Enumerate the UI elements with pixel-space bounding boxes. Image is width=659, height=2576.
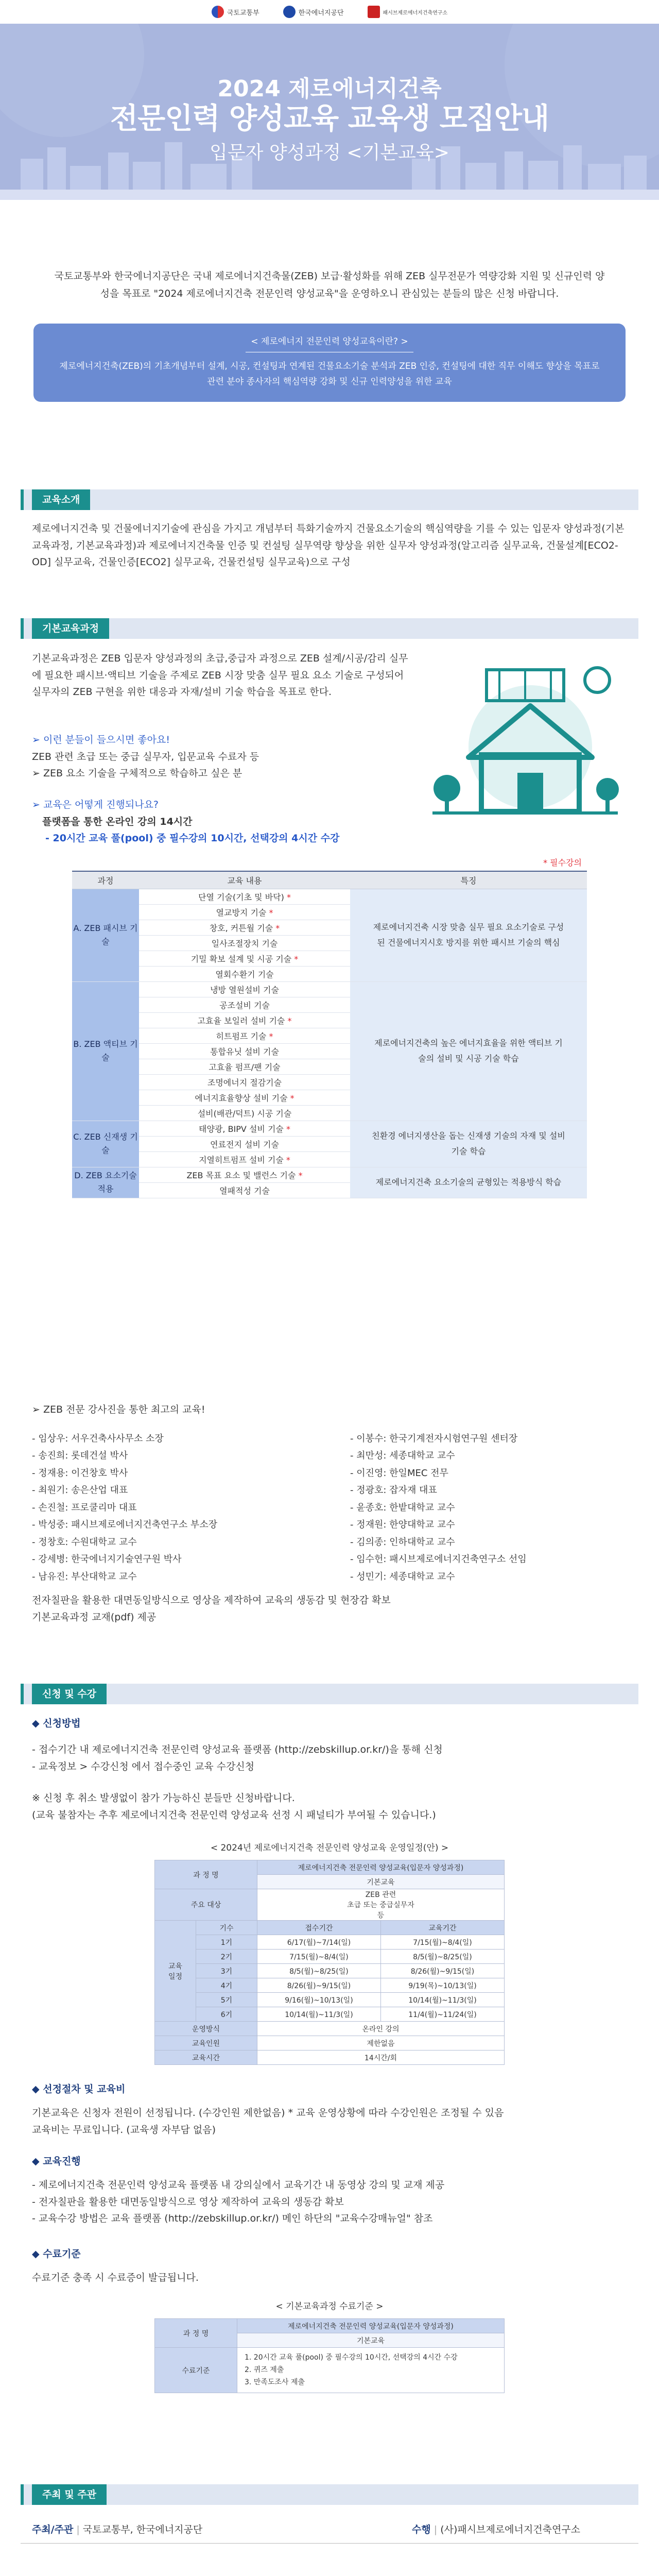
course-group: A. ZEB 패시브 기술 (72, 889, 139, 981)
how-2: - 20시간 교육 풀(pool) 중 필수강의 10시간, 선택강의 4시간 수강 (45, 833, 340, 844)
taegeuk-icon (212, 6, 224, 18)
logo-bar (0, 0, 659, 24)
course-label: 과 정 명 (155, 1860, 257, 1889)
course-item: 지열히트펌프 설비 기술 * (139, 1151, 350, 1167)
course-table (72, 871, 587, 1198)
instructors-title: ➢ ZEB 전문 강사진을 통한 최고의 교육! (32, 1404, 205, 1415)
schedule-row (155, 1935, 505, 1950)
course-item: 열교방지 기술 * (139, 904, 350, 920)
completion-table (154, 2318, 505, 2393)
instructor-item: - 이진영: 한일MEC 전무 (350, 1467, 448, 1479)
logo-text: 한국에너지공단 (298, 9, 344, 17)
method-heading: ◆ 신청방법 (32, 1716, 81, 1730)
course-item: 기밀 확보 설계 및 시공 기술 * (139, 951, 350, 966)
instructor-item: - 이봉수: 한국기계전자시험연구원 센터장 (350, 1433, 518, 1444)
how-question: ➢ 교육은 어떻게 진행되나요? (32, 799, 159, 810)
schedule-cell: 1기 (196, 1935, 257, 1950)
exec-value: (사)패시브제로에너지건축연구소 (440, 2524, 581, 2535)
required-star: * (286, 1124, 290, 1134)
method-list (32, 1741, 627, 1775)
required-star: * (286, 1155, 290, 1165)
th-content: 교육 내용 (139, 871, 350, 889)
instructor-item: - 최원기: 송은산업 대표 (32, 1485, 128, 1496)
course-row (72, 889, 587, 904)
course-value2: 기본교육 (257, 1875, 504, 1889)
schedule-row (155, 1921, 505, 1935)
schedule-label: 운영방식 (155, 2022, 257, 2036)
course-item: 공조설비 기술 (139, 997, 350, 1012)
course-item: 히트펌프 기술 * (139, 1028, 350, 1043)
logo-text: 국토교통부 (227, 9, 259, 17)
th-course: 과정 (72, 871, 139, 889)
course-item: 고효율 보일러 설비 기술 * (139, 1012, 350, 1028)
course-item: 일사조절장치 기술 (139, 935, 350, 951)
schedule-cell: 8/5(월)~8/25(일) (380, 1950, 504, 1964)
method-1[interactable]: - 접수기간 내 제로에너지건축 전문인력 양성교육 플랫폼 (http://zebskillup.or.kr/)을 통해 신청 (32, 1744, 443, 1755)
period-label: 교육 일정 (155, 1921, 196, 2022)
schedule-cell: 8/5(월)~8/25(일) (257, 1964, 380, 1978)
schedule-table (154, 1860, 505, 2065)
schedule-cell: 6/17(월)~7/14(일) (257, 1935, 380, 1950)
selection-body: 기본교육은 신청자 전원이 선정됩니다. (수강인원 제한없음) * 교육 운영상황에 따라 수강인원은 조정될 수 있음 교육비는 무료입니다. (교육생 자부담 없음) (32, 2107, 504, 2136)
course-item: 열패적성 기술 (139, 1182, 350, 1198)
schedule-cell: 6기 (196, 2007, 257, 2022)
course-value: 제로에너지건축 전문인력 양성교육(입문자 양성과정) (257, 1860, 504, 1875)
instructor-item: - 김의종: 인하대학교 교수 (350, 1536, 455, 1548)
schedule-cell: 10/14(월)~11/3(일) (380, 1993, 504, 2007)
instructor-item: - 임수헌: 패시브제로에너지건축연구소 선임 (350, 1554, 527, 1565)
instructor-item: - 손진철: 프로쿨리마 대표 (32, 1502, 137, 1513)
logo-text: 패시브제로에너지건축연구소 (383, 10, 448, 16)
ct-course-value: 제로에너지건축 전문인력 양성교육(입문자 양성과정) (237, 2319, 505, 2333)
course-feature: 친환경 에너지생산을 돕는 신재생 기술의 자재 및 설비 기술 학습 (350, 1121, 587, 1167)
instructor-item: - 정창호: 수원대학교 교수 (32, 1536, 137, 1548)
course-feature: 제로에너지건축의 높은 에너지효율을 위한 액티브 기술의 설비 및 시공 기술 학습 (350, 981, 587, 1121)
how-1: 플랫폼을 통한 온라인 강의 14시간 (42, 816, 193, 827)
course-item: 창호, 커튼월 기술 * (139, 920, 350, 935)
schedule-cell: 8/26(월)~9/15(일) (380, 1964, 504, 1978)
schedule-cell: 3기 (196, 1964, 257, 1978)
instructor-item: - 정재용: 이건창호 박사 (32, 1467, 128, 1479)
schedule-cell: 4기 (196, 1978, 257, 1993)
instructors-footer: 전자칠판을 활용한 대면동일방식으로 영상을 제작하여 교육의 생동감 및 현장감 확보 기본교육과정 교재(pdf) 제공 (32, 1595, 391, 1623)
course-feature: 제로에너지건축 시장 맞춤 실무 필요 요소기술로 구성된 건물에너지시호 방지를 위한 패시브 기술의 핵심 (350, 889, 587, 981)
instructor-item: - 박성중: 패시브제로에너지건축연구소 부소장 (32, 1519, 218, 1531)
kea-icon (283, 6, 296, 18)
schedule-col-header: 교육기간 (380, 1921, 504, 1935)
course-item: 조명에너지 절감기술 (139, 1074, 350, 1090)
hero-title: 전문인력 양성교육 교육생 모집안내 (110, 102, 549, 135)
what-question: < 제로에너지 전문인력 양성교육이란? > (246, 334, 413, 352)
schedule-row (155, 1978, 505, 1993)
course-item: ZEB 목표 요소 및 밸런스 기술 * (139, 1167, 350, 1182)
method-2: - 교육정보 > 수강신청 에서 접수중인 교육 수강신청 (32, 1760, 255, 1772)
schedule-cell: 7/15(월)~8/4(일) (257, 1950, 380, 1964)
schedule-cell: 10/14(월)~11/3(일) (257, 2007, 380, 2022)
house-icon (368, 6, 380, 18)
course-item: 에너지효율향상 설비 기술 * (139, 1090, 350, 1105)
course-feature: 제로에너지건축 요소기술의 균형있는 적용방식 학습 (350, 1167, 587, 1198)
required-star: * (286, 892, 291, 902)
ct-crit-label: 수료기준 (155, 2348, 237, 2393)
logo-kea (283, 6, 344, 18)
ct-course-value2: 기본교육 (237, 2333, 505, 2348)
target-1: ZEB 관련 초급 또는 중급 실무자, 입문교육 수료자 등 (32, 751, 259, 762)
instructor-item: - 정재원: 한양대학교 교수 (350, 1519, 455, 1531)
schedule-row (155, 2050, 505, 2065)
schedule-row (155, 1950, 505, 1964)
hero-tag: 입문자 양성과정 <기본교육> (210, 142, 449, 163)
schedule-cell: 5기 (196, 1993, 257, 2007)
schedule-cell: 11/4(월)~11/24(일) (380, 2007, 504, 2022)
course-row (72, 1121, 587, 1136)
basic-body: 기본교육과정은 ZEB 입문자 양성과정의 초급,중급자 과정으로 ZEB 설계/시공/감리 실무에 필요한 패시브·액티브 기술을 주제로 ZEB 시장 맞춤 실무 필요 요소 기술로 구성되어 실무자의 ZEB 구현을 위한 대응과 자재/설비 기술 학습을 목표로 한다. (32, 653, 408, 698)
course-group: C. ZEB 신재생 기술 (72, 1121, 139, 1167)
schedule-row (155, 1860, 505, 1875)
target-label: 주요 대상 (155, 1889, 257, 1921)
logo-ipazeb (368, 6, 448, 18)
apply-note: ※ 신청 후 취소 발생없이 참가 가능하신 분들만 신청바랍니다. (교육 불참자는 추후 제로에너지건축 전문인력 양성교육 선정 시 패널티가 부여될 수 있습니다.) (32, 1792, 436, 1821)
required-star: * (287, 1015, 292, 1026)
required-star: * (275, 923, 280, 933)
section-header-host (21, 2484, 638, 2505)
schedule-label: 교육인원 (155, 2036, 257, 2050)
completion-body: 수료기준 충족 시 수료증이 발급됩니다. (32, 2272, 199, 2283)
host-value: 국토교통부, 한국에너지공단 (82, 2524, 203, 2535)
completion-caption: < 기본교육과정 수료기준 > (275, 2301, 384, 2312)
course-item: 연료전지 설비 기술 (139, 1136, 350, 1151)
instructor-item: - 윤종호: 한밭대학교 교수 (350, 1502, 455, 1513)
section-title: 기본교육과정 (32, 618, 109, 639)
schedule-cell: 7/15(월)~8/4(일) (380, 1935, 504, 1950)
instructor-item: - 최만성: 세종대학교 교수 (350, 1450, 455, 1462)
completion-heading: ◆ 수료기준 (32, 2246, 81, 2260)
instructor-item: - 송진희: 롯데건설 박사 (32, 1450, 128, 1462)
course-item: 냉방 열원설비 기술 (139, 981, 350, 997)
section-header-basic (21, 618, 638, 639)
course-row (72, 981, 587, 997)
course-group: B. ZEB 액티브 기술 (72, 981, 139, 1121)
course-item: 태양광, BIPV 설비 기술 * (139, 1121, 350, 1136)
required-star: * (290, 1093, 294, 1103)
how-block (32, 796, 627, 847)
section-header-apply (21, 1684, 638, 1704)
schedule-cell: 9/16(월)~10/13(일) (257, 1993, 380, 2007)
schedule-row (155, 2022, 505, 2036)
schedule-row (155, 2007, 505, 2022)
what-box (33, 324, 626, 402)
required-note: * 필수강의 (543, 858, 582, 868)
target-block (32, 732, 412, 782)
progress-1: - 제로에너지건축 전문인력 양성교육 플랫폼 내 강의실에서 교육기간 내 동영상 강의 및 교재 제공 (32, 2179, 445, 2191)
what-body: 제로에너지건축(ZEB)의 기초개념부터 설계, 시공, 컨설팅과 연계된 건물요소기술 분석과 ZEB 인증, 컨설팅에 대한 직무 이해도 향상을 목표로 관련 분야 종사자의 핵심역량 강화 및 신규 인력양성을 위한 교육 (59, 361, 600, 387)
course-item: 설비(배관/덕트) 시공 기술 (139, 1105, 350, 1121)
progress-3[interactable]: - 교육수강 방법은 교육 플랫폼 (http://zebskillup.or.kr/) 메인 하단의 "교육수강매뉴얼" 참조 (32, 2213, 433, 2225)
host-label: 주최/주관 (32, 2524, 74, 2535)
target-value: ZEB 관련 초급 또는 중급실무자 등 (257, 1889, 504, 1921)
intro-body: 제로에너지건축 및 건물에너지기술에 관심을 가지고 개념부터 특화기술까지 건물요소기술의 핵심역량을 기를 수 있는 입문자 양성과정(기본교육과정, 기본교육과정)과 제로에너지건축물 인증 및 컨설팅 실무역량 향상을 위한 실무자 양성과정(알고리즘 실무교육, 건물설계[ECO2-OD] 실무교육, 건물인증[ECO2] 실무교육, 건물컨설팅 실무교육)으로 구성 (32, 523, 625, 568)
course-item: 단열 기술(기초 및 바닥) * (139, 889, 350, 904)
course-row (72, 1167, 587, 1182)
hero-subtitle: 2024 제로에너지건축 (217, 76, 442, 102)
selection-heading: ◆ 선정절차 및 교육비 (32, 2081, 125, 2095)
progress-heading: ◆ 교육진행 (32, 2154, 81, 2167)
logo-molit (212, 6, 259, 18)
section-title: 신청 및 수강 (32, 1684, 107, 1704)
schedule-cell: 8/26(월)~9/15(일) (257, 1978, 380, 1993)
th-feature: 특징 (350, 871, 587, 889)
intro-text: 국토교통부와 한국에너지공단은 국내 제로에너지건축물(ZEB) 보급·활성화를 위해 ZEB 실무전문가 역량강화 지원 및 신규인력 양성을 목표로 "2024 제로에너지건축 전문인력 양성교육"을 운영하오니 관심있는 분들의 많은 신청 바랍니다. (54, 270, 605, 299)
required-star: * (269, 907, 273, 918)
plan-caption: < 2024년 제로에너지건축 전문인력 양성교육 운영일정(안) > (210, 1843, 449, 1853)
schedule-col-header: 접수기간 (257, 1921, 380, 1935)
schedule-col-header: 기수 (196, 1921, 257, 1935)
required-star: * (269, 1031, 273, 1041)
instructors-left (32, 1430, 217, 1585)
sponsor-row: 주최/주관 | 국토교통부, 한국에너지공단 수행 | (사)패시브제로에너지건축연구소 (21, 2522, 638, 2544)
instructor-item: - 정광호: 잡자재 대표 (350, 1485, 437, 1496)
instructors-right (350, 1430, 527, 1585)
schedule-row (155, 1889, 505, 1921)
target-question: ➢ 이런 분들이 들으시면 좋아요! (32, 734, 170, 745)
section-title: 교육소개 (32, 489, 90, 510)
schedule-row (155, 2036, 505, 2050)
schedule-cell: 9/19(목)~10/13(일) (380, 1978, 504, 1993)
target-2: ➢ ZEB 요소 기술을 구체적으로 학습하고 싶은 분 (32, 768, 242, 779)
required-star: * (294, 954, 299, 964)
hero-banner (0, 24, 659, 200)
instructor-item: - 남유진: 부산대학교 교수 (32, 1571, 137, 1582)
instructor-item: - 임상우: 서우건축사사무소 소장 (32, 1433, 164, 1444)
exec-label: 수행 (412, 2524, 431, 2535)
section-title: 주최 및 주관 (32, 2484, 107, 2505)
ct-course-label: 과 정 명 (155, 2319, 237, 2348)
progress-list (32, 2177, 627, 2227)
instructor-item: - 성민기: 세종대학교 교수 (350, 1571, 455, 1582)
schedule-row (155, 1964, 505, 1978)
instructor-item: - 강세병: 한국에너지기술연구원 박사 (32, 1554, 182, 1565)
course-item: 고효율 펌프/팬 기술 (139, 1059, 350, 1074)
course-item: 통합유닛 설비 기술 (139, 1043, 350, 1059)
schedule-value: 제한없음 (257, 2036, 504, 2050)
required-star: * (298, 1170, 303, 1180)
schedule-label: 교육시간 (155, 2050, 257, 2065)
schedule-row (155, 1993, 505, 2007)
course-group: D. ZEB 요소기술 적용 (72, 1167, 139, 1198)
progress-2: - 전자칠판을 활용한 대면동일방식으로 영상 제작하여 교육의 생동감 확보 (32, 2196, 344, 2208)
course-item: 열회수환기 기술 (139, 966, 350, 981)
schedule-value: 온라인 강의 (257, 2022, 504, 2036)
schedule-cell: 2기 (196, 1950, 257, 1964)
schedule-value: 14시간/회 (257, 2050, 504, 2065)
ct-crit: 1. 20시간 교육 풀(pool) 중 필수강의 10시간, 선택강의 4시간 수강 2. 퀴즈 제출 3. 만족도조사 제출 (237, 2348, 505, 2393)
section-header-intro (21, 489, 638, 510)
